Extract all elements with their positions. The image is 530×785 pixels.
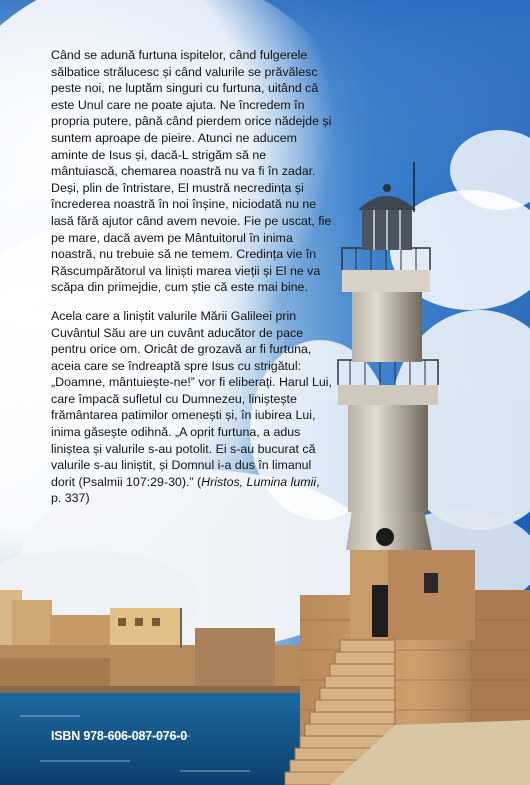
back-cover-text [51, 47, 333, 519]
paragraph-2 [51, 308, 333, 507]
paragraph-2-text: Acela care a liniștit valurile Mării Galileei prin Cuvântul Său are un cuvânt aducător de pace pentru orice om. Oricât de grozavă ar fi furtuna, aceia care se îndreaptă spre Isus cu strigătul: „Doamne, mântuiește-ne!” vor fi eliberați. Harul Lui, care împacă sufletul cu Dumnezeu, liniștește frământarea patimilor omenești și, în iubirea Lui, inima găsește odihnă. „A oprit furtuna, a adus liniștea și valurile s-au potolit. Ei s-au bucurat că valurile s-au liniștit, și Domnul i-a dus în limanul dorit (Psalmii 107:29-30).” ( [51, 308, 332, 489]
citation-page: , p. 337) [51, 474, 320, 506]
citation-title: Hristos, Lumina lumii [201, 474, 317, 489]
paragraph-1: Când se adună furtuna ispitelor, când fulgerele sălbatice strălucesc și când valurile se prăvălesc peste noi, ne luptăm singuri cu furtuna, uitând că este Unul care ne poate ajuta. Ne încredem în propria putere, până când pierdem orice nădejde și suntem aproape de pieire. Atunci ne aducem aminte de Isus și, dacă-L strigăm să ne mântuiască, chemarea noastră nu va fi în zadar. Deși, plin de întristare, El mustră necredința și încrederea noastră în noi înșine, niciodată nu ne lasă fără ajutor când avem nevoie. Fie pe uscat, fie pe mare, dacă avem pe Mântuitorul în inima noastră, nu trebuie să ne temem. Credința vie în Răscumpărătorul va liniști marea vieții și El ne va scăpa din primejdie, cum știe că este mai bine. [51, 48, 332, 295]
isbn-label: ISBN 978-606-087-076-0 [51, 729, 187, 743]
